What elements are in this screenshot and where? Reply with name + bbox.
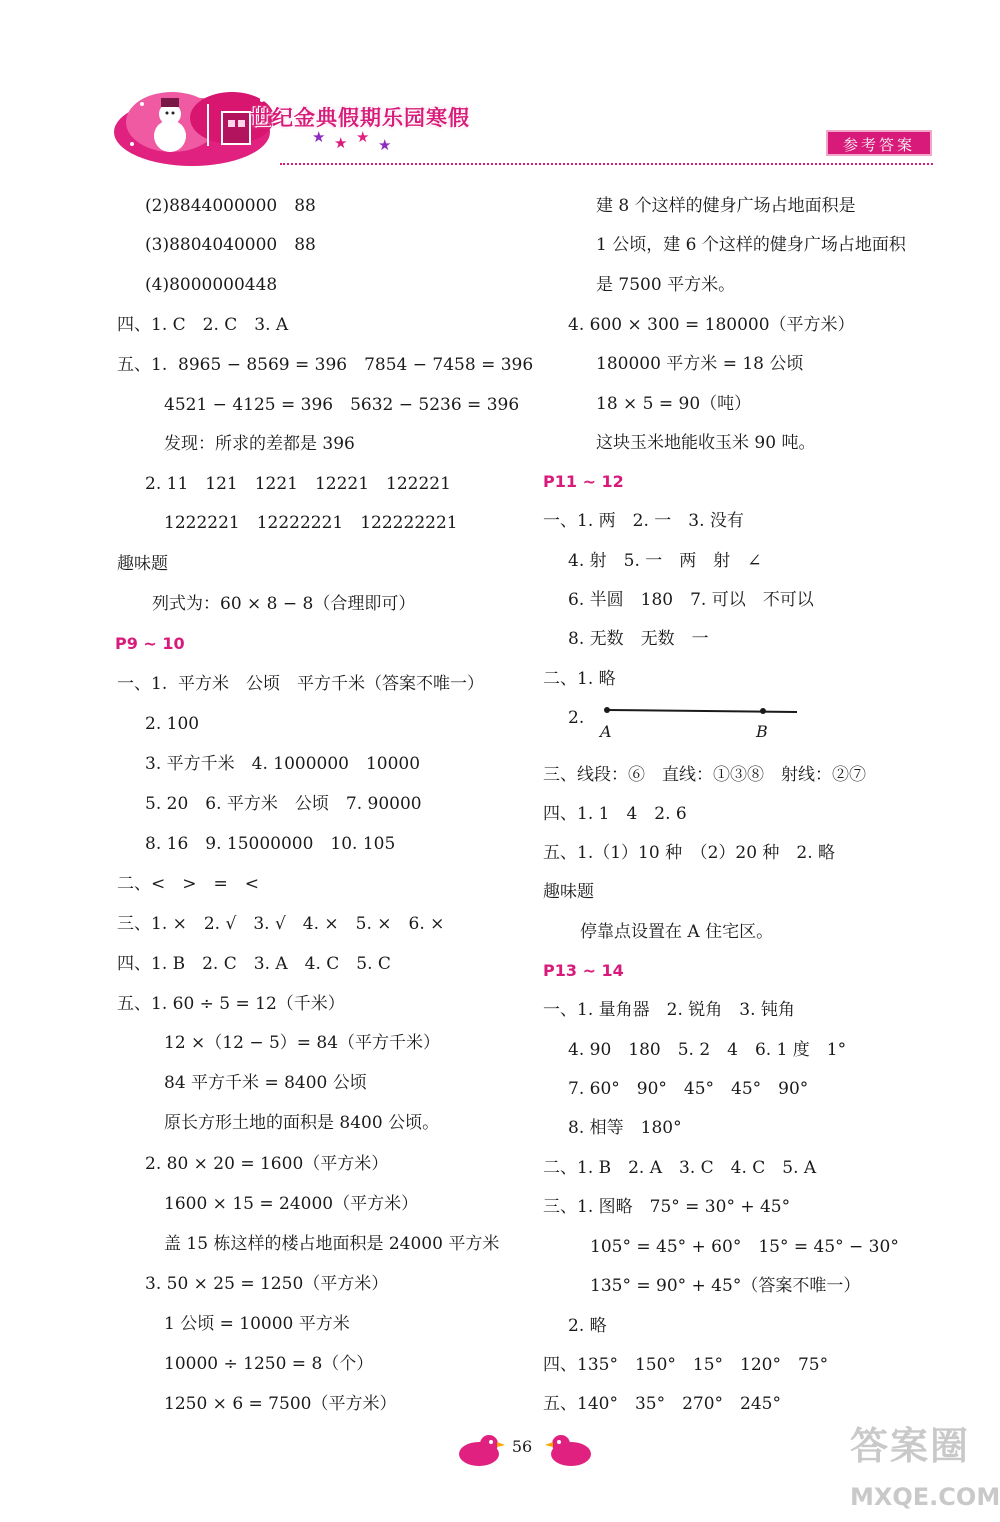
star-icon: ★ (334, 134, 348, 152)
answer-line: 是 7500 平方米。 (596, 275, 736, 295)
answer-line: 一、1. 量角器 2. 锐角 3. 钝角 (543, 1000, 795, 1020)
answer-line: 四、135° 150° 15° 120° 75° (543, 1355, 829, 1375)
section-label: 趣味题 (543, 882, 594, 902)
answer-line: 五、140° 35° 270° 245° (543, 1394, 781, 1414)
answer-line: 4. 射 5. 一 两 射 ∠ (568, 551, 762, 571)
answer-line: 4521 − 4125 = 396 5632 − 5236 = 396 (164, 395, 520, 415)
answer-line: 84 平方千米 = 8400 公顷 (164, 1073, 367, 1093)
answer-key-badge: 参考答案 (826, 130, 932, 156)
answer-line: 10000 ÷ 1250 = 8（个） (164, 1354, 374, 1374)
answer-line: 5. 20 6. 平方米 公顷 7. 90000 (145, 794, 422, 814)
answer-line: 1222221 12222221 122222221 (164, 513, 458, 533)
answer-line: (3)8804040000 88 (145, 235, 316, 255)
watermark-logo-text: 答案圈 (850, 1424, 971, 1468)
answer-line: 一、1. 平方米 公顷 平方千米（答案不唯一） (117, 674, 485, 694)
bird-icon (545, 1435, 591, 1466)
answer-line: 三、1. 图略 75° = 30° + 45° (543, 1197, 791, 1217)
answer-line: 二、1. B 2. A 3. C 4. C 5. A (543, 1158, 817, 1178)
answer-line: 四、1. C 2. C 3. A (117, 315, 289, 335)
header-divider (280, 163, 933, 165)
star-icon: ★ (378, 136, 392, 154)
answer-line: 一、1. 两 2. 一 3. 没有 (543, 511, 744, 531)
answer-line: 列式为：60 × 8 − 8（合理即可） (152, 594, 416, 614)
answer-line: 8. 无数 无数 一 (568, 629, 709, 649)
answer-line: 4. 90 180 5. 2 4 6. 1 度 1° (568, 1040, 847, 1060)
answer-line: 12 ×（12 − 5）= 84（平方千米） (164, 1033, 441, 1053)
answer-line: 2. 11 121 1221 12221 122221 (145, 474, 451, 494)
star-icon: ★ (312, 128, 326, 146)
answer-line: 建 8 个这样的健身广场占地面积是 (596, 196, 856, 216)
section-label: 趣味题 (117, 554, 168, 574)
answer-line: 2. (568, 708, 585, 728)
answer-line: 五、1. 60 ÷ 5 = 12（千米） (117, 994, 345, 1014)
answer-line: 8. 16 9. 15000000 10. 105 (145, 834, 396, 854)
answer-line: 发现：所求的差都是 396 (164, 434, 355, 454)
answer-line: 105° = 45° + 60° 15° = 45° − 30° (590, 1237, 899, 1257)
answer-line: 三、线段：⑥ 直线：①③⑧ 射线：②⑦ (543, 765, 866, 785)
answer-line: 四、1. B 2. C 3. A 4. C 5. C (117, 954, 391, 974)
answer-line: 3. 平方千米 4. 1000000 10000 (145, 754, 421, 774)
watermark-url: MXQE.COM (850, 1483, 1000, 1511)
answer-line: 五、1.（1）10 种 （2）20 种 2. 略 (543, 843, 836, 863)
answer-line: 五、1. 8965 − 8569 = 396 7854 − 7458 = 396 (117, 355, 534, 375)
answer-line: 盖 15 栋这样的楼占地面积是 24000 平方米 (164, 1234, 500, 1254)
book-series-title: 世纪金典假期乐园寒假 (250, 106, 470, 130)
answer-line: 7. 60° 90° 45° 45° 90° (568, 1079, 809, 1099)
line-segment-figure (592, 700, 807, 748)
answer-line: 停靠点设置在 A 住宅区。 (580, 922, 774, 942)
answer-line: 三、1. × 2. √ 3. √ 4. × 5. × 6. × (117, 914, 445, 934)
bird-icon (459, 1435, 505, 1466)
answer-line: 1 公顷 = 10000 平方米 (164, 1314, 350, 1334)
star-icon: ★ (356, 128, 370, 146)
answer-line: 180000 平方米 = 18 公顷 (596, 354, 804, 374)
answer-line: 二、1. 略 (543, 669, 616, 689)
site-watermark (850, 1415, 1000, 1522)
answer-line: 2. 80 × 20 = 1600（平方米） (145, 1154, 389, 1174)
answer-line: 1 公顷，建 6 个这样的健身广场占地面积 (596, 235, 906, 255)
answer-line: 二、< > = < (117, 874, 259, 894)
answer-line: 3. 50 × 25 = 1250（平方米） (145, 1274, 389, 1294)
answer-line: 18 × 5 = 90（吨） (596, 394, 752, 414)
answer-line: 4. 600 × 300 = 180000（平方米） (568, 315, 855, 335)
page-range-heading: P11 ~ 12 (543, 472, 624, 491)
point-b-dot (760, 708, 766, 714)
page-range-heading: P13 ~ 14 (543, 961, 624, 980)
segment-line (607, 710, 797, 712)
answer-line: 四、1. 1 4 2. 6 (543, 804, 687, 824)
point-a-dot (604, 707, 610, 713)
answer-line: 2. 100 (145, 714, 200, 734)
answer-line: (2)8844000000 88 (145, 196, 316, 216)
page-range-heading: P9 ~ 10 (115, 634, 185, 653)
page-number: 56 (511, 1437, 533, 1456)
point-b-label: B (756, 722, 768, 741)
point-a-label: A (600, 722, 612, 741)
answer-line: 2. 略 (568, 1316, 607, 1336)
answer-line: 原长方形土地的面积是 8400 公顷。 (164, 1113, 440, 1133)
answer-line: 8. 相等 180° (568, 1118, 682, 1138)
answer-line: 这块玉米地能收玉米 90 吨。 (596, 433, 816, 453)
answer-line: 1600 × 15 = 24000（平方米） (164, 1194, 419, 1214)
answer-line: 135° = 90° + 45°（答案不唯一） (590, 1276, 861, 1296)
answer-line: (4)8000000448 (145, 275, 278, 295)
answer-line: 6. 半圆 180 7. 可以 不可以 (568, 590, 814, 610)
answer-line: 1250 × 6 = 7500（平方米） (164, 1394, 397, 1414)
